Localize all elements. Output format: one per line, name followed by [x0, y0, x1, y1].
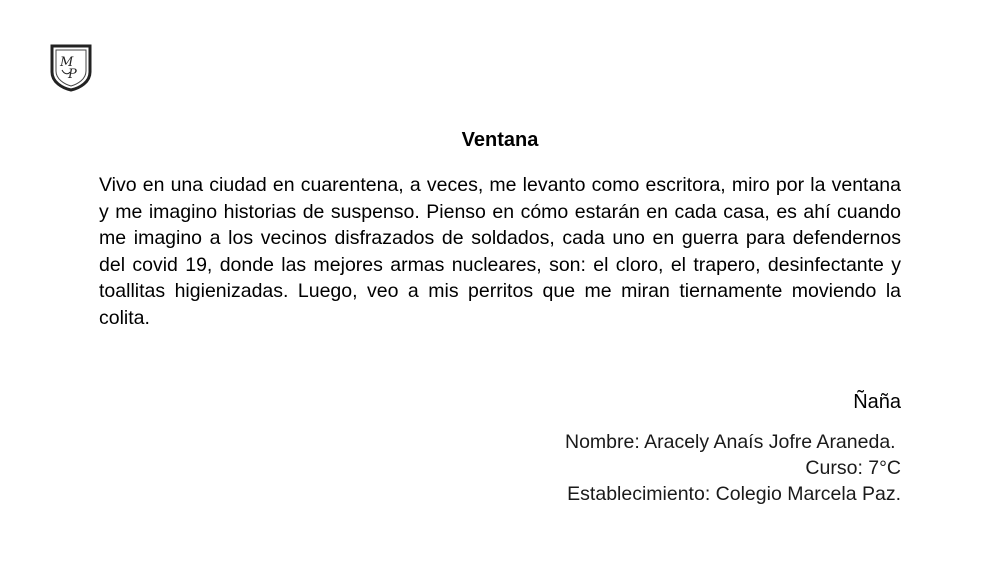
- author-signature: Ñaña: [853, 391, 901, 413]
- document-title: Ventana: [461, 129, 539, 151]
- svg-text:M: M: [60, 55, 74, 70]
- author-name-line: Nombre: Aracely Anaís Jofre Araneda.: [564, 431, 901, 453]
- course-line: Curso: 7°C: [805, 457, 901, 479]
- school-crest-icon: [48, 42, 94, 92]
- school-crest-logo: [48, 42, 94, 92]
- author-info-block: [565, 429, 901, 507]
- svg-text:P: P: [68, 67, 77, 82]
- school-line: Establecimiento: Colegio Marcela Paz.: [567, 483, 901, 505]
- story-paragraph: Vivo en una ciudad en cuarentena, a veces, me levanto como escritora, miro por la ventana y me imagino historias de suspenso. Pienso en cómo estarán en cada casa, es ahí cuando me imagino a los vecinos disfrazados de soldados, cada uno en guerra para defendernos del covid 19, donde las mejores armas nucleares, son: el cloro, el trapero, desinfectante y toallitas higienizadas. Luego, veo a mis perritos que me miran tiernamente moviendo la colita.: [99, 174, 901, 329]
